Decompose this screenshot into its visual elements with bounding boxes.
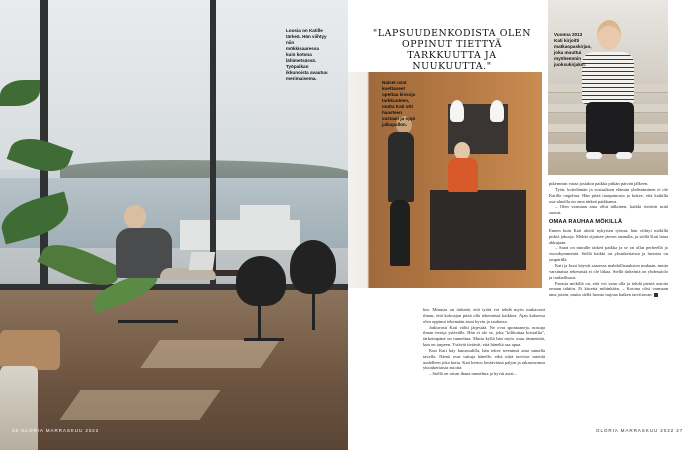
kitchen-caption: Naiset ovat koettaneet opettaa kissoja tarkkuuteen, mutta Kati otti haasteen vastaan ja oppi jalkapallon. — [382, 80, 416, 127]
person-seated — [448, 158, 478, 192]
pendant-lamp — [450, 100, 464, 122]
paragraph: Ennen kuin Kati aloitti nykyisen työnsä, hän viihtyi mökillä pitkiä jaksoja. Mökki sijaitsee järven rannalla, ja siellä Kati lataa akkujaan. — [549, 227, 668, 245]
pendant-lamp — [490, 100, 504, 122]
kitchen-photo — [348, 72, 542, 288]
paragraph: Kun Kati käy kuntosalilla, hän tekee treeninsä aina samalla tavalla. Nämä ovat tuttuja hänelle, eikä niitä tarvitse miettiä uudelleen joka kerta. Kati kertoo kestävänsä paljon ja rakastavansa yksinkertaisia asioita. — [423, 347, 545, 371]
paragraph: Jatkuvasti Kati vältti järjestää. Ne ovat spontaaneja, nostaja ilman tietoja ystävälle. Hän ei ole se, joka "kilikuttaa kristallia", tärkeimpänä on tunnelma. Mutta kyllä hän myös osaa täsmentää, kun on tarpeen. Ystävät tietävät, että häneltä saa apua. — [423, 324, 545, 348]
article-column-right — [549, 181, 668, 298]
end-of-article-square-icon — [654, 293, 658, 297]
paragraph: Parasta mökillä on, että voi vaan olla ja tehdä pieniä asioita omaan tahtiin. Ei kiirettä mihinkään. – Kotona olisi varmaan aina jotain, mutta siellä luonto tarjoaa kaiken tarvittavan. — [549, 280, 668, 298]
paragraph: – Siellä on aivan ihana tunnelma ja hyvät asiat... — [429, 371, 518, 377]
person-head — [124, 205, 146, 229]
article-column-middle — [423, 307, 545, 377]
section-subheading: OMAA RAUHAA MÖKILLÄ — [549, 219, 623, 226]
paragraph: Kati ja Jussi käyvät saaressa mahdollisuuksien mukaan, mutta varsinaista tekemistä ei ole liikaa. Siellä tärkeintä on yhdessäolo ja rauhallisuus. — [549, 262, 668, 280]
chair-leg — [258, 300, 261, 340]
woman-head — [597, 20, 621, 50]
plant-pot — [0, 330, 60, 370]
window-caption: Loosia on Katille tärkeä. Hän viihtyy niin mökkisaaressa kuin kotona lähimetsässä. Työpaikan ikkunoista avautuu merimaisema. — [286, 28, 328, 81]
paragraph: – Olen varmaan aina ollut tällainen, kaikki tietävät mitä saavat. — [549, 204, 668, 216]
black-chair — [290, 240, 336, 294]
person-legs — [390, 200, 410, 266]
black-chair — [236, 256, 286, 306]
dark-trousers — [586, 102, 634, 154]
portrait-photo — [548, 0, 668, 175]
wooden-floor — [0, 290, 348, 450]
paragraph: pikemmin varaa jostakin paikka pitkän päivän jälkeen. — [549, 181, 649, 186]
chair-base — [244, 338, 284, 341]
window-mullion — [210, 0, 216, 290]
chair-base — [118, 320, 178, 323]
paragraph: Työn, kotielämän ja sosiaalisen elämän yhdistäminen ei ole Katille ongelma. Hän pitää tasapainosta ja kokee, että kaikilla osa-alueilla on oma tärkeä paikkansa. — [549, 186, 668, 204]
kitchen-island — [430, 190, 526, 270]
portrait-caption: Vuonna 2013 Kati kirjoitti matkaopaskirjan, joka muuttui myöhemmin juoksukirjaksi. — [554, 32, 592, 67]
paragraph: – Saari on minulle tärkeä paikka ja se on ollut perheellä jo vuosikymmeniä. Siellä kaikki on yksinkertaista ja luontoa on ympärillä. — [549, 245, 668, 263]
stool — [0, 366, 38, 450]
sneaker — [586, 152, 602, 159]
harbour-building-top — [240, 205, 290, 225]
chair-leg — [312, 290, 315, 330]
right-folio: GLORIA MARRASKUU 2022 27 — [596, 428, 684, 433]
sunlight-patch — [59, 390, 220, 420]
sneaker — [616, 152, 632, 159]
sunlight-patch — [140, 340, 280, 368]
laptop — [189, 252, 216, 270]
paragraph: kin. Minusta on tärkeää, että työtä voi tehdä myös mukavasti ilman, että kokoajan pitää olla tekemässä kaikkea. Ajan kuluessa olen oppinut tekemään asiat hyvin ja rauhassa. — [423, 307, 545, 324]
left-folio: 26 GLORIA MARRASKUU 2022 — [12, 428, 100, 433]
person-standing — [388, 132, 414, 202]
pull-quote: "LAPSUUDENKODISTA OLEN OPPINUT TIETTYÄ TARKKUUTTA JA NUUKUUTTA." — [372, 28, 532, 72]
